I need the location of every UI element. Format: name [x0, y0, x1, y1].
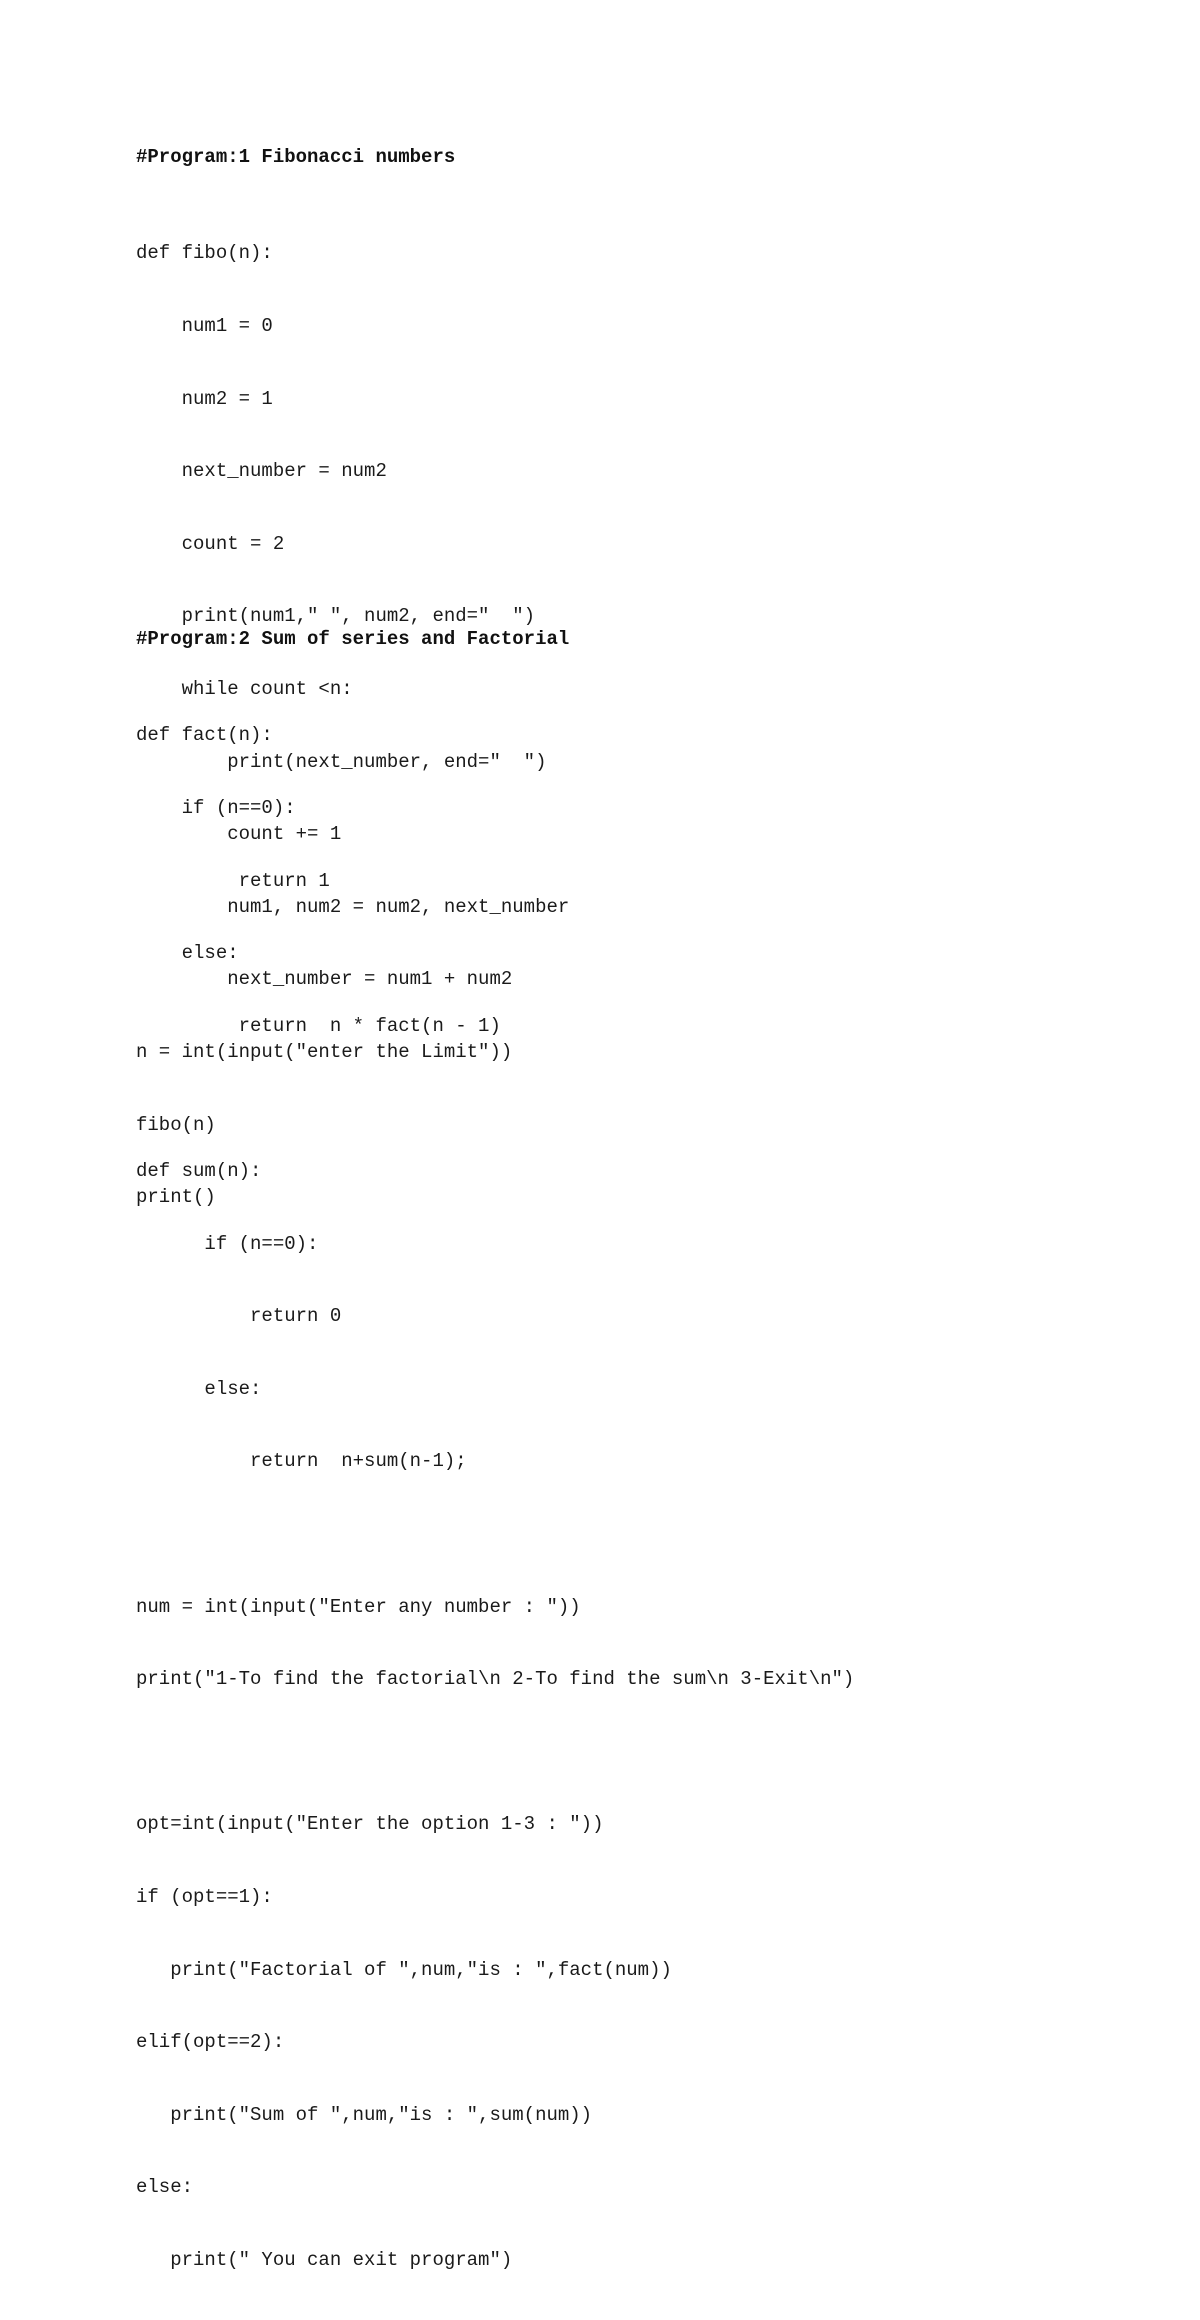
code-line: n = int(input("enter the Limit")) — [136, 1040, 513, 1063]
code-line: elif(opt==2): — [136, 2031, 285, 2054]
code-line: def sum(n): — [136, 1159, 262, 1182]
code-line: return n * fact(n - 1) — [136, 1014, 501, 1037]
program-1-heading: #Program:1 Fibonacci numbers — [136, 146, 456, 168]
code-line: num1, num2 = num2, next_number — [136, 895, 570, 918]
code-line: print(num1," ", num2, end=" ") — [136, 605, 536, 628]
code-line: def fibo(n): — [136, 242, 273, 265]
code-line: return n+sum(n-1); — [136, 1450, 467, 1473]
code-line — [136, 1522, 1136, 1546]
code-line: print(" You can exit program") — [136, 2248, 513, 2271]
program-2-section — [136, 627, 1136, 2320]
code-line: num1 = 0 — [136, 315, 273, 337]
code-line: print("1-To find the factorial\n 2-To find the sum\n 3-Exit\n") — [136, 1668, 855, 1691]
program-2-code — [136, 675, 1136, 2320]
heading-gap — [136, 169, 1136, 193]
code-line: print("Factorial of ",num,"is : ",fact(num)) — [136, 1958, 672, 1981]
code-line: print("Sum of ",num,"is : ",sum(num)) — [136, 2103, 593, 2126]
code-line: return 1 — [136, 869, 330, 892]
heading-gap — [136, 651, 1136, 675]
code-line: count = 2 — [136, 532, 285, 555]
code-line: num2 = 1 — [136, 387, 273, 410]
code-line: print() — [136, 1186, 216, 1209]
code-line: else: — [136, 2176, 194, 2199]
code-line: def fact(n): — [136, 724, 273, 747]
code-line: else: — [136, 942, 239, 965]
code-line: fibo(n) — [136, 1113, 216, 1136]
code-line: if (n==0): — [136, 1232, 319, 1255]
code-line: return 0 — [136, 1305, 342, 1328]
program-2-heading: #Program:2 Sum of series and Factorial — [136, 628, 570, 650]
code-line: next_number = num1 + num2 — [136, 968, 513, 991]
code-line: num = int(input("Enter any number : ")) — [136, 1595, 581, 1618]
code-line — [136, 1740, 1136, 1764]
code-line: count += 1 — [136, 823, 342, 846]
code-line: if (n==0): — [136, 797, 296, 819]
code-line — [136, 1086, 1136, 1110]
code-line: print(next_number, end=" ") — [136, 750, 547, 773]
code-line: next_number = num2 — [136, 460, 387, 483]
code-line: opt=int(input("Enter the option 1-3 : ")) — [136, 1813, 604, 1836]
code-line: else: — [136, 1377, 262, 1400]
code-line: if (opt==1): — [136, 1885, 273, 1908]
code-line: while count <n: — [136, 677, 353, 700]
